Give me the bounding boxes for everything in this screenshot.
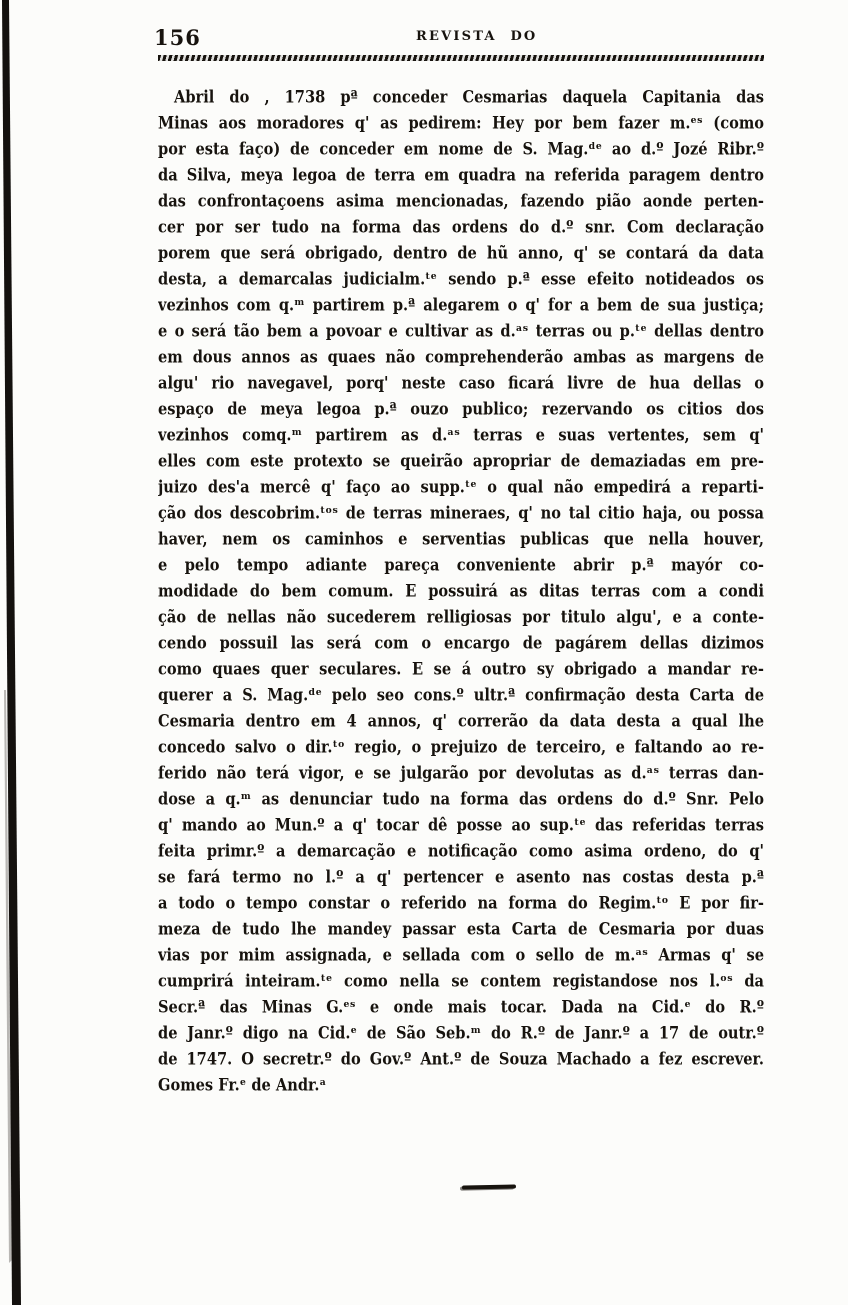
text-line: cendo possuil las será com o encargo de pagárem dellas dizimos — [158, 633, 764, 654]
text-line: desta, a demarcalas judicialm.ᵗᵉ sendo p.ª esse efeito notideados os — [158, 269, 764, 290]
text-line: modidade do bem comum. E possuirá as ditas terras com a condi — [158, 581, 764, 602]
text-line: vezinhos com q.ᵐ partirem p.ª alegarem o q' for a bem de sua justiça; — [158, 295, 764, 316]
text-line: q' mando ao Mun.º a q' tocar dê posse ao sup.ᵗᵉ das referidas terras — [158, 815, 764, 836]
text-line: de 1747. O secretr.º do Gov.º Ant.º de Souza Machado a fez escrever. — [158, 1049, 764, 1070]
text-line: como quaes quer seculares. E se á outro sy obrigado a mandar re- — [158, 659, 764, 680]
text-line: elles com este protexto se queirão apropriar de demaziadas em pre- — [158, 451, 764, 472]
text-line: das confrontaçoens asima mencionadas, fazendo pião aonde perten- — [158, 191, 764, 212]
text-line: se fará termo no l.º a q' pertencer e asento nas costas desta p.ª — [158, 867, 764, 888]
text-line: e o será tão bem a povoar e cultivar as d.ᵃˢ terras ou p.ᵗᵉ dellas dentro — [158, 321, 764, 342]
text-line: ção dos descobrim.ᵗᵒˢ de terras mineraes, q' no tal citio haja, ou possa — [158, 503, 764, 524]
text-line: vezinhos comq.ᵐ partirem as d.ᵃˢ terras e suas vertentes, sem q' — [158, 425, 764, 446]
text-line: algu' rio navegavel, porq' neste caso ficará livre de hua dellas o — [158, 373, 764, 394]
text-line: cumprirá inteiram.ᵗᵉ como nella se contem registandose nos l.ᵒˢ da — [158, 971, 764, 992]
text-line: feita primr.º a demarcação e notificação como asima ordeno, do q' — [158, 841, 764, 862]
text-line: juizo des'a mercê q' faço ao supp.ᵗᵉ o qual não empedirá a reparti- — [158, 477, 764, 498]
text-line: Gomes Fr.ᵉ de Andr.ᵃ — [158, 1075, 327, 1096]
text-line: de Janr.º digo na Cid.ᵉ de São Seb.ᵐ do R.º de Janr.º a 17 de outr.º — [158, 1023, 764, 1044]
text-line: haver, nem os caminhos e serventias publicas que nella houver, — [158, 529, 764, 550]
text-line: Cesmaria dentro em 4 annos, q' correrão da data desta a qual lhe — [158, 711, 764, 732]
text-line: espaço de meya legoa p.ª ouzo publico; rezervando os citios dos — [158, 399, 764, 420]
text-line: Minas aos moradores q' as pedirem: Hey por bem fazer m.ᵉˢ (como — [158, 113, 764, 134]
page-number: 156 — [154, 25, 201, 50]
header-rule — [158, 55, 764, 61]
text-line: concedo salvo o dir.ᵗᵒ regio, o prejuizo de terceiro, e faltando ao re- — [158, 737, 764, 758]
text-line: cer por ser tudo na forma das ordens do d.º snr. Com declaração — [158, 217, 764, 238]
text-line: porem que será obrigado, dentro de hũ anno, q' se contará da data — [158, 243, 764, 264]
text-line: da Silva, meya legoa de terra em quadra na referida paragem dentro — [158, 165, 764, 186]
text-line: a todo o tempo constar o referido na forma do Regim.ᵗᵒ E por fir- — [158, 893, 764, 914]
text-line: e pelo tempo adiante pareça conveniente abrir p.ª mayór co- — [158, 555, 764, 576]
text-line: Abril do , 1738 pª conceder Cesmarias daquela Capitania das — [174, 87, 764, 108]
body-text — [158, 85, 764, 1099]
text-line: ferido não terá vigor, e se julgarão por devolutas as d.ᵃˢ terras dan- — [158, 763, 764, 784]
running-title: REVISTA DO — [416, 29, 538, 44]
text-line: vias por mim assignada, e sellada com o sello de m.ᵃˢ Armas q' se — [158, 945, 764, 966]
text-line: dose a q.ᵐ as denunciar tudo na forma das ordens do d.º Snr. Pelo — [158, 789, 764, 810]
text-line: meza de tudo lhe mandey passar esta Carta de Cesmaria por duas — [158, 919, 764, 940]
text-line: querer a S. Mag.ᵈᵉ pelo seo cons.º ultr.ª confirmação desta Carta de — [158, 685, 764, 706]
text-line: em dous annos as quaes não comprehenderão ambas as margens de — [158, 347, 764, 368]
text-line: por esta faço) de conceder em nome de S. Mag.ᵈᵉ ao d.º Jozé Ribr.º — [158, 139, 764, 160]
text-line: ção de nellas não sucederem relligiosas por titulo algu', e a conte- — [158, 607, 764, 628]
text-line: Secr.ª das Minas G.ᵉˢ e onde mais tocar. Dada na Cid.ᵉ do R.º — [158, 997, 764, 1018]
